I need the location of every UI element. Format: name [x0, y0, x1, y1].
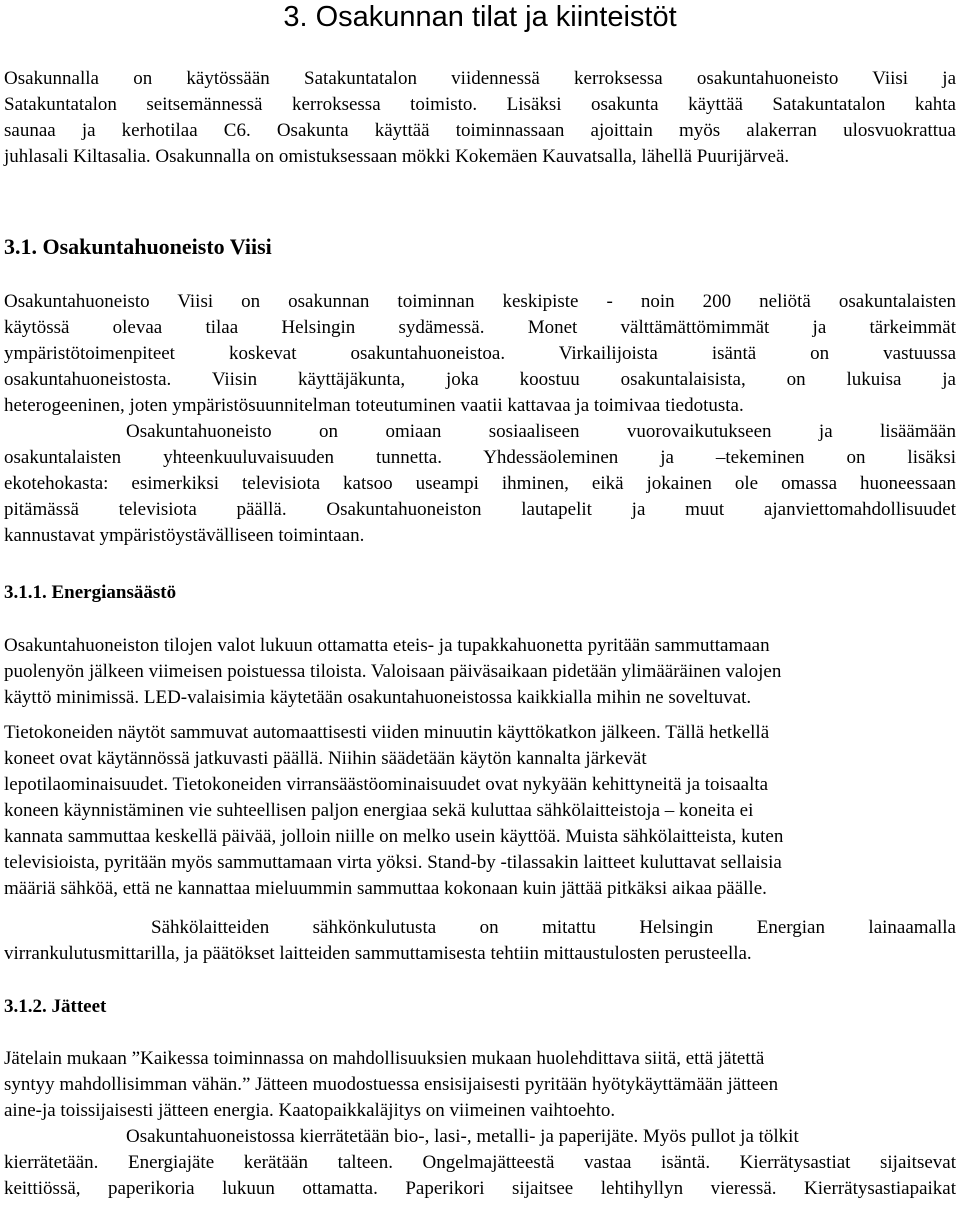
text-line: aine-ja toissijaisesti jätteen energia. Kaatopaikkaläjitys on viimeinen vaihtoehto. [4, 1100, 616, 1121]
text-line: televisioista, pyritään myös sammuttamaan virta yöksi. Stand-by -tilassakin laitteet kuluttavat sellaisia [4, 852, 782, 873]
text-line: Satakuntatalon seitsemännessä kerroksessa toimisto. Lisäksi osakunta käyttää Satakuntatalon kahta [4, 94, 956, 115]
energy-paragraph-2 [4, 720, 956, 902]
text-line: Osakuntahuoneisto on omiaan sosiaaliseen vuorovaikutukseen ja lisäämään [126, 421, 956, 442]
text-line: pitämässä televisiota päällä. Osakuntahuoneiston lautapelit ja muut ajanviettomahdollisuudet [4, 499, 956, 520]
text-line: käytössä olevaa tilaa Helsingin sydämessä. Monet välttämättömimmät ja tärkeimmät [4, 317, 956, 338]
text-line: koneen käynnistäminen vie suhteellisen paljon energiaa sekä kuluttaa sähkölaitteistoja – koneita ei [4, 800, 754, 821]
text-line: ympäristötoimenpiteet koskevat osakuntahuoneistoa. Virkailijoista isäntä on vastuussa [4, 343, 956, 364]
text-line: lepotilaominaisuudet. Tietokoneiden virransäästöominaisuudet ovat nykyään kehittyneitä ja toisaalta [4, 774, 769, 795]
text-line: Jätelain mukaan ”Kaikessa toiminnassa on mahdollisuuksien mukaan huolehdittava siitä, että jätettä [4, 1048, 765, 1069]
text-line: määriä sähköä, että ne kannattaa mieluummin sammuttaa kokonaan kuin jättää pitkäksi aikaa päälle. [4, 878, 767, 899]
waste-paragraph [4, 1046, 956, 1202]
text-line: osakuntahuoneistosta. Viisin käyttäjäkunta, joka koostuu osakuntalaisista, on lukuisa ja [4, 369, 956, 390]
subsection-heading: 3.1.2. Jätteet [4, 996, 107, 1017]
text-line: Osakuntahuoneisto Viisi on osakunnan toiminnan keskipiste - noin 200 neliötä osakuntalaisten [4, 291, 956, 312]
section-31-paragraph [4, 289, 956, 549]
text-line: kannustavat ympäristöystävälliseen toimintaan. [4, 525, 365, 546]
text-line: syntyy mahdollisimman vähän.” Jätteen muodostuessa ensisijaisesti pyritään hyötykäyttämään jätteen [4, 1074, 779, 1095]
text-line: Osakuntahuoneiston tilojen valot lukuun ottamatta eteis- ja tupakkahuonetta pyritään sammuttamaan [4, 635, 770, 656]
text-line: puolenyön jälkeen viimeisen poistuessa tiloista. Valoisaan päiväsaikaan pidetään ylimääräinen valojen [4, 661, 782, 682]
intro-paragraph [4, 66, 956, 170]
text-line: heterogeeninen, joten ympäristösuunnitelman toteutuminen vaatii kattavaa ja toimivaa tiedotusta. [4, 395, 744, 416]
text-line: Sähkölaitteiden sähkönkulutusta on mitattu Helsingin Energian lainaamalla [151, 917, 956, 938]
chapter-title: 3. Osakunnan tilat ja kiinteistöt [283, 1, 677, 33]
text-line: kannata sammuttaa keskellä päivää, jolloin niille on melko usein käyttöä. Muista sähkölaitteista, kuten [4, 826, 784, 847]
text-line: ekotehokasta: esimerkiksi televisiota katsoo useampi ihminen, eikä jokainen ole omassa huoneessaan [4, 473, 956, 494]
text-line: kierrätetään. Energiajäte kerätään talteen. Ongelmajätteestä vastaa isäntä. Kierrätysastiat sijaitsevat [4, 1152, 956, 1173]
energy-paragraph-1 [4, 633, 956, 711]
energy-paragraph-3 [4, 915, 956, 967]
text-line: Osakuntahuoneistossa kierrätetään bio-, lasi-, metalli- ja paperijäte. Myös pullot ja tölkit [126, 1126, 799, 1147]
text-line: käyttö minimissä. LED-valaisimia käytetään osakuntahuoneistossa kaikkialla mihin ne soveltuvat. [4, 687, 752, 708]
text-line: juhlasali Kiltasalia. Osakunnalla on omistuksessaan mökki Kokemäen Kauvatsalla, lähellä Puurijärveä. [4, 146, 790, 167]
text-line: saunaa ja kerhotilaa C6. Osakunta käyttää toiminnassaan ajoittain myös alakerran ulosvuokrattua [4, 120, 956, 141]
text-line: Osakunnalla on käytössään Satakuntatalon viidennessä kerroksessa osakuntahuoneisto Viisi ja [4, 68, 956, 89]
text-line: virrankulutusmittarilla, ja päätökset laitteiden sammuttamisesta tehtiin mittaustulosten perusteella. [4, 943, 752, 964]
subsection-heading: 3.1.1. Energiansäästö [4, 582, 177, 603]
text-line: koneet ovat käytännössä jatkuvasti päällä. Niihin säädetään käytön kannalta järkevät [4, 748, 647, 769]
text-line: keittiössä, paperikoria lukuun ottamatta. Paperikori sijaitsee lehtihyllyn vieressä. Kierrätysastiapaikat [4, 1178, 956, 1199]
section-heading: 3.1. Osakuntahuoneisto Viisi [4, 234, 272, 259]
text-line: osakuntalaisten yhteenkuuluvaisuuden tunnetta. Yhdessäoleminen ja –tekeminen on lisäksi [4, 447, 956, 468]
text-line: Tietokoneiden näytöt sammuvat automaattisesti viiden minuutin käyttökatkon jälkeen. Tällä hetkellä [4, 722, 770, 743]
